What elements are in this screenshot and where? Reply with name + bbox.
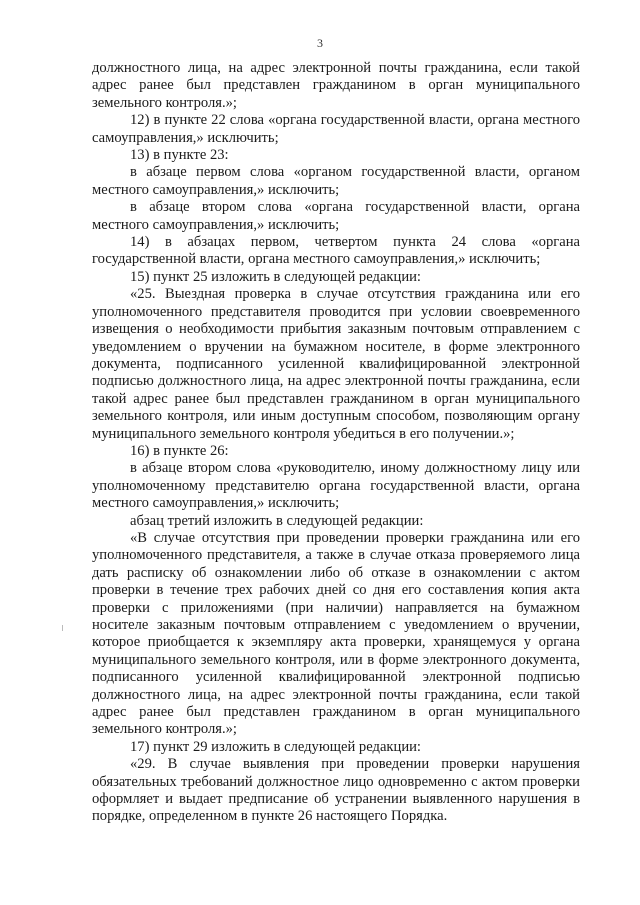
paragraph-point-29-text: «29. В случае выявления при проведении проверки нарушения обязательных требований должностное лицо одновременно с актом проверки оформляет и выдает предписание об устранении выявленного нарушения в порядке, определенном в пункте 26 настоящего Порядка.	[92, 756, 580, 825]
paragraph-continuation: должностного лица, на адрес электронной почты гражданина, если такой адрес ранее был представлен гражданином в орган муниципального земельного контроля.»;	[92, 60, 580, 111]
paragraph-item-16-third-abzac-intro: абзац третий изложить в следующей редакции:	[130, 512, 424, 529]
paragraph-item-13-second-abzac: в абзаце втором слова «органа государственной власти, органа местного самоуправления,» исключить;	[92, 199, 580, 233]
paragraph-item-12: 12) в пункте 22 слова «органа государственной власти, органа местного самоуправления,» исключить;	[92, 112, 580, 146]
page-number: 3	[317, 36, 323, 50]
paragraph-item-16: 16) в пункте 26:	[130, 442, 229, 459]
paragraph-item-16-third-abzac-text: «В случае отсутствия при проведении проверки гражданина или его уполномоченного представителя, а также в случае отказа проверяемого лица дать расписку об ознакомлении либо об отказе в ознакомлении с актом проверки в течение трех рабочих дней со дня его составления копия акта проверки с приложениями (при наличии) направляется на бумажном носителе заказным почтовым отправлением с уведомлением о вручении, которое приобщается к экземпляру акта проверки, хранящемуся у органа муниципального земельного контроля, или в форме электронного документа, подписанного усиленной квалифицированной электронной подписью должностного лица, на адрес электронной почты гражданина, если такой адрес ранее был представлен гражданином в орган муниципального земельного контроля.»;	[92, 529, 580, 738]
paragraph-item-14: 14) в абзацах первом, четвертом пункта 24 слова «органа государственной власти, органа местного самоуправления,» исключить;	[92, 234, 580, 268]
paragraph-point-25-text: «25. Выездная проверка в случае отсутствия гражданина или его уполномоченного представителя проводится при условии своевременного извещения о необходимости прибытия заказным почтовым отправлением с уведомлением о вручении на бумажном носителе, в форме электронного документа, подписанного усиленной квалифицированной электронной подписью должностного лица, на адрес электронной почты гражданина, если такой адрес ранее был представлен гражданином в орган муниципального земельного контроля, или иным доступным способом, позволяющим органу муниципального земельного контроля убедиться в его получении.»;	[92, 286, 580, 442]
scan-margin-mark	[62, 625, 63, 631]
paragraph-item-13: 13) в пункте 23:	[130, 147, 229, 164]
document-body	[92, 60, 580, 826]
paragraph-item-13-first-abzac: в абзаце первом слова «органом государственной власти, органом местного самоуправления,» исключить;	[92, 164, 580, 198]
paragraph-item-15: 15) пункт 25 изложить в следующей редакции:	[130, 268, 421, 285]
paragraph-item-17: 17) пункт 29 изложить в следующей редакции:	[130, 738, 421, 755]
paragraph-item-16-second-abzac: в абзаце втором слова «руководителю, иному должностному лицу или уполномоченному представителю органа государственной власти, органа местного самоуправления,» исключить;	[92, 460, 580, 512]
